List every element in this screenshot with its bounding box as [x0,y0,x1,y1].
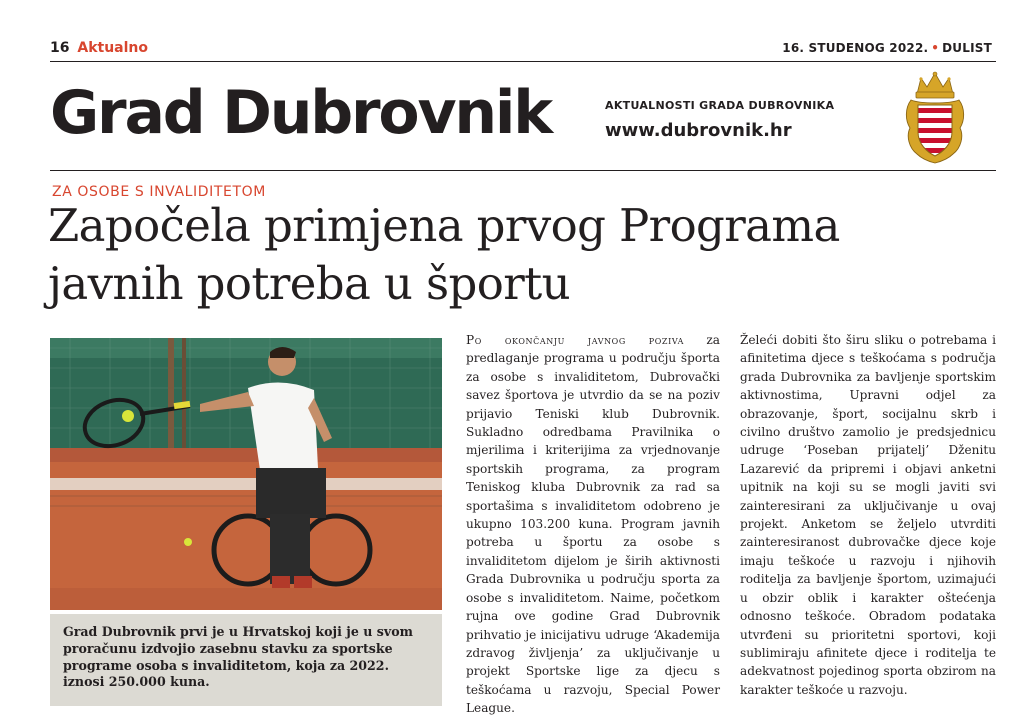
publication-name: DULIST [942,41,992,55]
section-label: Aktualno [77,40,148,56]
photo-caption: Grad Dubrovnik prvi je u Hrvatskoj koji je u svom proračunu izdvojio zasebnu stavku za sportske programe osoba s invaliditetom, koja za 2022. iznosi 250.000 kuna. [50,614,442,706]
article-kicker: ZA OSOBE S INVALIDITETOM [52,184,266,200]
masthead-divider [50,170,996,171]
page-header [50,40,148,56]
article-photo [50,338,442,610]
column-1-paragraph [466,331,720,718]
masthead-title: Grad Dubrovnik [50,78,551,148]
article-column-2 [740,331,996,699]
top-divider [50,61,996,62]
article-column-1 [466,331,720,718]
masthead-subtitle: AKTUALNOSTI GRADA DUBROVNIKA [605,99,835,112]
issue-date: 16. STUDENOG 2022. [782,41,929,55]
column-2-text: Želeći dobiti što širu sliku o potrebama i afinitetima djece s teškoćama s područja grada Dubrovnika za bavljenje sportskim aktivnostima, Upravni odjel za obrazovanje, šport, socijalnu skrb i civilno društvo zamolio je predsjednicu udruge ‘Poseban prijatelj’ Dženitu Lazarević da pripremi i objavi anketni upitnik na koji su se mogli javiti svi zainteresirani za uključivanje u ovaj projekt. Anketom se željelo utvrditi zainteresiranost dubrovačke djece koje imaju teškoće u razvoju i njihovih roditelja za bavljenje športom, uzimajući u obzir oblik i karakter oštećenja odnosno teškoće. Obradom podataka utvrđeni su prioritetni sportovi, koji sublimiraju afinitete djece i roditelja te adekvatnost pojedinog sporta obzirom na karakter teškoće u razvoju. [740,333,996,697]
masthead-url: www.dubrovnik.hr [605,120,792,141]
separator-dot: • [931,41,940,55]
dateline [782,41,992,55]
article-headline: Započela primjena prvog Programa javnih potreba u športu [48,199,840,310]
column-1-text: za predlaganje programa u području športa za osobe s invaliditetom, Dubrovački savez športova je utvrdio da se na poziv prijavio Teniski klub Dubrovnik. Sukladno odredbama Pravilnika o mjerilima i kriterijima za vrjednovanje sportskih programa, za program Teniskog kluba Dubrovnik za rad sa sportašima s invaliditetom odobreno je ukupno 103.200 kuna. Program javnih potreba u športu za osobe s invaliditetom dijelom je širih aktivnosti Grada Dubrovnika u području sporta za osobe s invaliditetom. Naime, početkom rujna ove godine Grad Dubrovnik prihvatio je inicijativu udruge ‘Akademija zdravog življenja’ za uključivanje u projekt Sportske lige za djecu s teškoćama u razvoju, Special Power League. [466,333,720,716]
page-number: 16 [50,40,70,56]
dubrovnik-coat-of-arms-icon [903,70,967,164]
wheelchair-tennis-photo [50,338,442,610]
column-1-lead: Po okončanju javnog poziva [466,333,685,347]
